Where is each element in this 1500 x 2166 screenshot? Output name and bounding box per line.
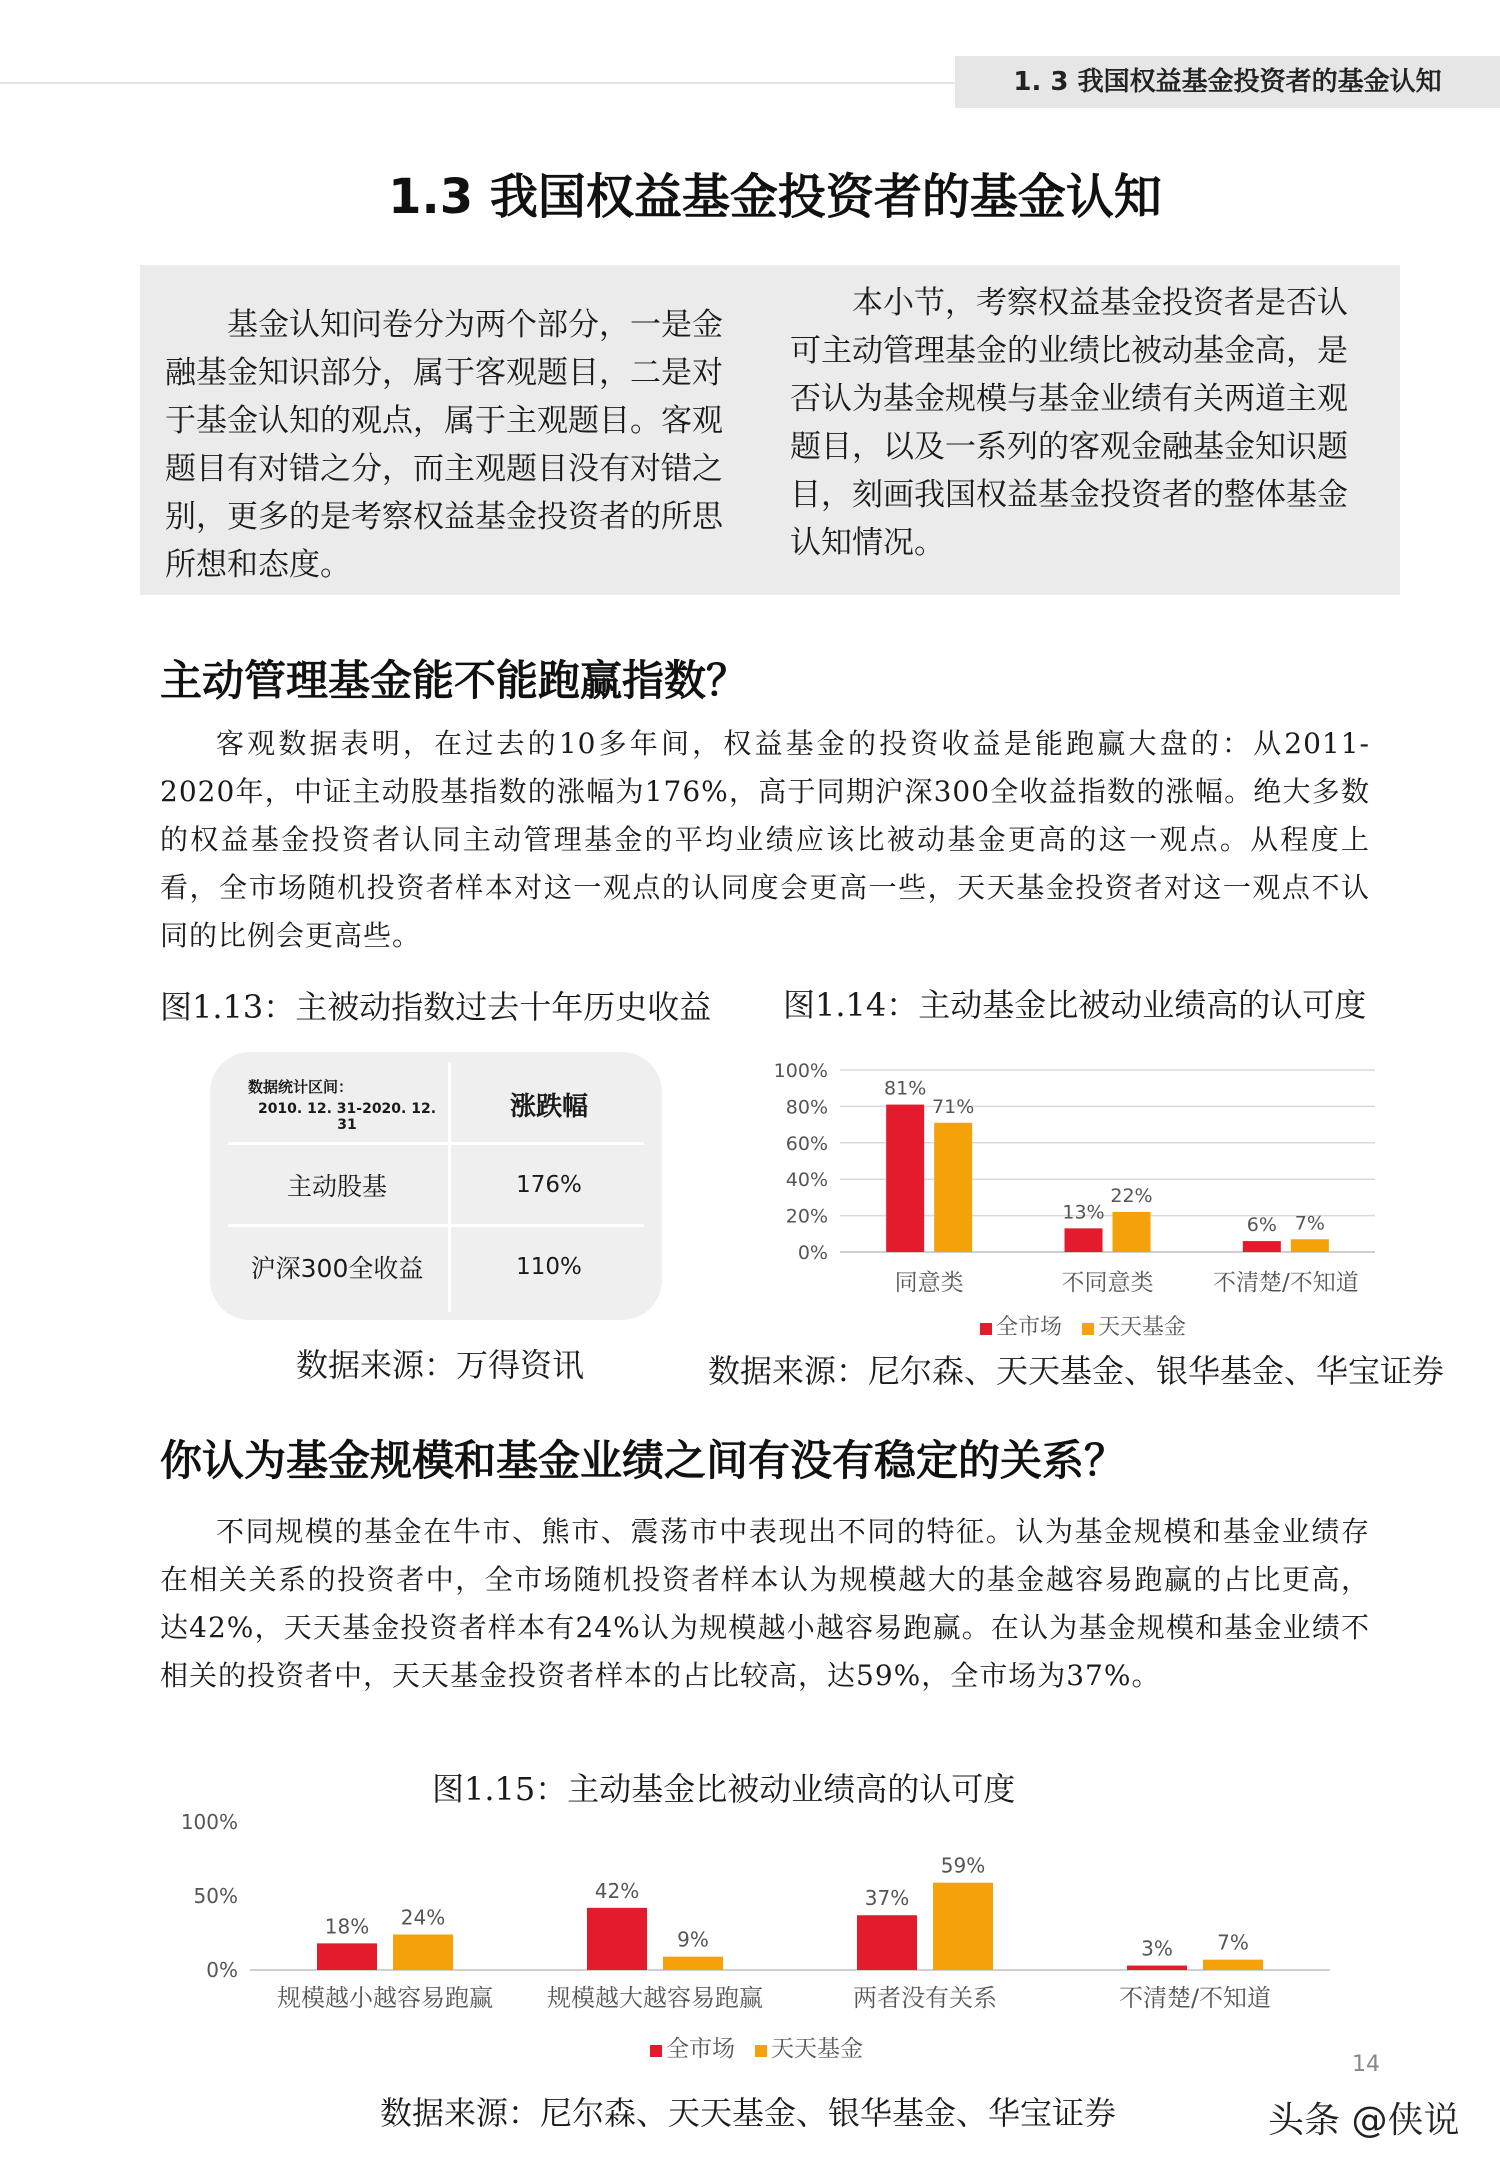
x-category-label: 不同意类 <box>1061 1270 1154 1296</box>
legend-label: 全市场 <box>666 2036 735 2062</box>
bar <box>1291 1239 1329 1252</box>
bar <box>886 1105 924 1252</box>
data-label: 3% <box>1141 1936 1173 1961</box>
data-label: 37% <box>864 1886 910 1911</box>
legend-swatch <box>1082 1323 1094 1335</box>
section-tab: 1. 3 我国权益基金投资者的基金认知 <box>955 56 1500 108</box>
section1-heading: 主动管理基金能不能跑赢指数？ <box>160 656 749 705</box>
data-label: 7% <box>1294 1212 1325 1235</box>
legend-label: 天天基金 <box>1098 1315 1187 1340</box>
data-label: 22% <box>1110 1184 1153 1207</box>
table-header-range: 2010. 12. 31-2020. 12. 31 <box>257 1100 437 1133</box>
table-row-value: 176% <box>516 1171 582 1198</box>
intro-left-text: 基金认知问卷分为两个部分，一是金融基金知识部分，属于客观题目，二是对于基金认知的观点，属于主观题目。客观题目有对错之分，而主观题目没有对错之别，更多的是考察权益基金投资者的所思所想和态度。 <box>165 307 723 583</box>
y-tick-label: 100% <box>180 1810 238 1834</box>
legend-swatch <box>650 2045 662 2057</box>
bar <box>1243 1241 1281 1252</box>
fig114-source: 数据来源：尼尔森、天天基金、银华基金、华宝证券 <box>708 1352 1445 1390</box>
y-tick-label: 20% <box>785 1205 828 1228</box>
fig115-chart <box>170 1800 1360 2072</box>
fig113-caption: 图1.13：主被动指数过去十年历史收益 <box>160 988 712 1026</box>
legend-swatch <box>980 1323 992 1335</box>
y-tick-label: 60% <box>785 1132 828 1155</box>
y-tick-label: 80% <box>785 1096 828 1119</box>
header-rule <box>0 82 955 84</box>
data-label: 42% <box>594 1878 640 1903</box>
legend-swatch <box>755 2045 767 2057</box>
section1-paragraph: 客观数据表明，在过去的10多年间，权益基金的投资收益是能跑赢大盘的：从2011-2020年，中证主动股基指数的涨幅为176%，高于同期沪深300全收益指数的涨幅。绝大多数的权益基金投资者认同主动管理基金的平均业绩应该比被动基金更高的这一观点。从程度上看，全市场随机投资者样本对这一观点的认同度会更高一些，天天基金投资者对这一观点不认同的比例会更高些。 <box>160 727 1370 952</box>
bar <box>934 1123 972 1252</box>
y-tick-label: 100% <box>773 1060 828 1082</box>
legend-label: 天天基金 <box>771 2036 863 2062</box>
data-label: 7% <box>1217 1930 1249 1955</box>
x-category-label: 规模越大越容易跑赢 <box>547 1984 763 2012</box>
y-tick-label: 40% <box>785 1169 828 1192</box>
data-label: 13% <box>1062 1201 1105 1224</box>
data-label: 59% <box>940 1853 986 1878</box>
bar <box>1065 1228 1103 1252</box>
fig113-source: 数据来源：万得资讯 <box>296 1346 585 1384</box>
watermark: 头条 @侠说 <box>1268 2100 1460 2141</box>
bar <box>1113 1212 1151 1252</box>
fig115-caption: 图1.15：主动基金比被动业绩高的认可度 <box>432 1770 1016 1808</box>
intro-right-text: 本小节，考察权益基金投资者是否认可主动管理基金的业绩比被动基金高，是否认为基金规模与基金业绩有关两道主观题目，以及一系列的客观金融基金知识题目，刻画我国权益基金投资者的整体基金认知情况。 <box>790 285 1348 561</box>
table-row-value: 110% <box>516 1253 582 1280</box>
legend-label: 全市场 <box>996 1315 1063 1340</box>
data-label: 6% <box>1246 1214 1277 1237</box>
table-header-range-cell <box>228 1066 446 1142</box>
table-row-name: 主动股基 <box>286 1171 387 1201</box>
bar <box>933 1883 993 1970</box>
x-category-label: 同意类 <box>894 1270 964 1296</box>
fig114-chart <box>770 1040 1410 1350</box>
page-number: 14 <box>1352 2052 1380 2077</box>
table-row-name: 沪深300全收益 <box>250 1253 424 1283</box>
data-label: 81% <box>884 1077 927 1100</box>
page-title: 1.3 我国权益基金投资者的基金认知 <box>388 169 1162 225</box>
bar <box>317 1943 377 1970</box>
x-category-label: 不清楚/不知道 <box>1118 1984 1272 2012</box>
bar <box>1203 1960 1263 1970</box>
x-category-label: 不清楚/不知道 <box>1212 1270 1359 1296</box>
fig115-source: 数据来源：尼尔森、天天基金、银华基金、华宝证券 <box>380 2094 1117 2132</box>
table-header-value: 涨跌幅 <box>509 1091 588 1122</box>
x-category-label: 规模越小越容易跑赢 <box>277 1984 493 2012</box>
section2-paragraph: 不同规模的基金在牛市、熊市、震荡市中表现出不同的特征。认为基金规模和基金业绩存在相关关系的投资者中，全市场随机投资者样本认为规模越大的基金越容易跑赢的占比更高，达42%，天天基金投资者样本有24%认为规模越小越容易跑赢。在认为基金规模和基金业绩不相关的投资者中，天天基金投资者样本的占比较高，达59%，全市场为37%。 <box>160 1515 1370 1692</box>
data-label: 9% <box>677 1927 709 1952</box>
table-header-label: 数据统计区间： <box>248 1077 354 1096</box>
y-tick-label: 0% <box>206 1958 238 1982</box>
bar <box>393 1934 453 1970</box>
bar <box>587 1908 647 1970</box>
data-label: 18% <box>324 1914 370 1939</box>
bar <box>857 1915 917 1970</box>
fig113-table <box>210 1052 662 1320</box>
data-label: 71% <box>932 1095 975 1118</box>
fig114-caption: 图1.14：主动基金比被动业绩高的认可度 <box>783 986 1367 1024</box>
x-category-label: 两者没有关系 <box>853 1984 997 2012</box>
data-label: 24% <box>400 1905 446 1930</box>
y-tick-label: 50% <box>193 1884 238 1908</box>
bar <box>1127 1966 1187 1970</box>
bar <box>663 1957 723 1970</box>
intro-box <box>140 265 1400 595</box>
y-tick-label: 0% <box>797 1242 828 1264</box>
section2-heading: 你认为基金规模和基金业绩之间有没有稳定的关系？ <box>160 1436 1127 1485</box>
